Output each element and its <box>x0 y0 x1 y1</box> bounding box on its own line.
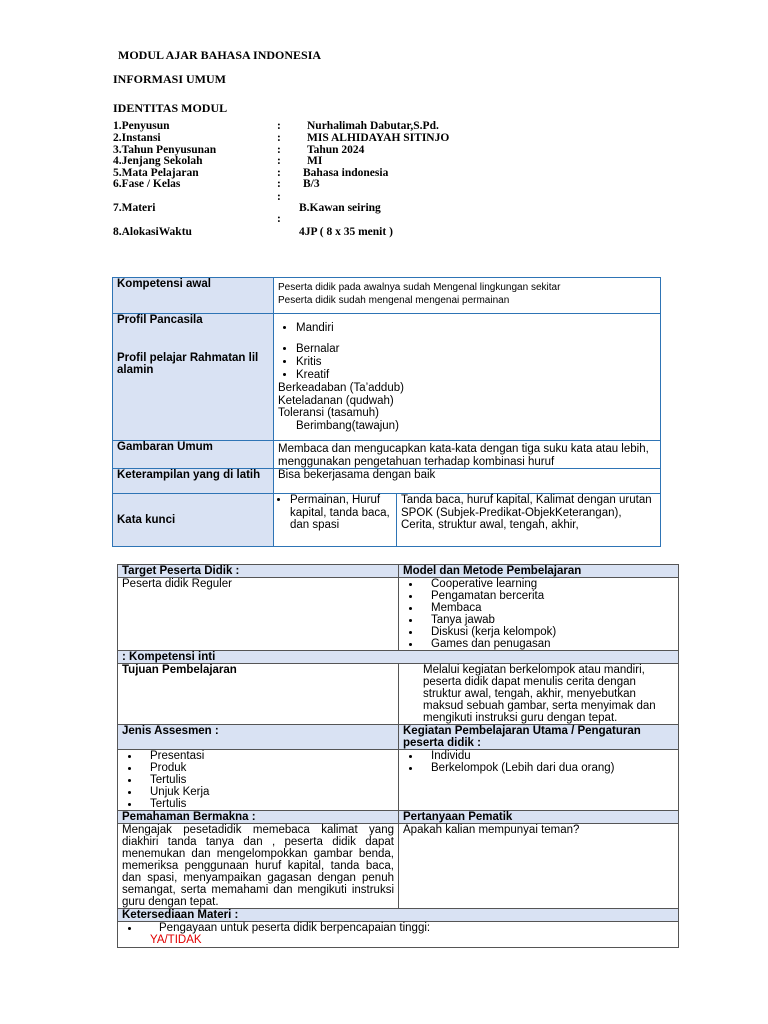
identity-colon: : <box>277 132 281 144</box>
identity-label: 3.Tahun Penyusunan <box>113 144 217 156</box>
list-item <box>140 922 674 946</box>
ya-tidak-option: YA/TIDAK <box>150 934 202 946</box>
row-target-header <box>118 565 679 578</box>
row-pemahaman-header <box>118 811 679 824</box>
list-item: • Produk <box>140 762 394 774</box>
identity-label: 8.AlokasiWaktu <box>113 226 192 238</box>
identity-row-fase <box>113 178 473 192</box>
kata-kunci-value: Tanda baca, huruf kapital, Kalimat dengan urutan SPOK (Subjek-Predikat-ObjekKeterangan), Cerita, struktur awal, tengah, akhir, <box>397 494 661 547</box>
list-item: • Tanya jawab <box>421 614 674 626</box>
list-item: • Pengamatan bercerita <box>421 590 674 602</box>
profil-value <box>274 314 661 441</box>
label-text: Kata kunci <box>117 514 176 526</box>
profil-list-1 <box>278 322 656 335</box>
row-gambaran <box>113 441 661 469</box>
kompetensi-awal-line2: Peserta didik sudah mengenal mengenai permainan <box>278 295 510 306</box>
identity-label: 4.Jenjang Sekolah <box>113 155 203 167</box>
row-pemahaman-value <box>118 824 679 909</box>
keterampilan-value: Bisa bekerjasama dengan baik <box>274 469 661 494</box>
target-value: Peserta didik Reguler <box>118 578 399 651</box>
jenis-list-cell <box>118 750 399 811</box>
list-item: • Permainan, Huruf kapital, tanda baca, dan spasi <box>290 494 392 532</box>
kata-kunci-label <box>113 494 274 547</box>
list-item: • Unjuk Kerja <box>140 786 394 798</box>
pertanyaan-value: Apakah kalian mempunyai teman? <box>399 824 679 909</box>
profil-extra-2: Keteladanan (qudwah) <box>278 394 394 407</box>
jenis-label <box>118 725 399 750</box>
row-jenis-header <box>118 725 679 750</box>
tujuan-value: Melalui kegiatan berkelompok atau mandiri, peserta didik dapat menulis cerita dengan struktur awal, tengah, akhir, menyebutkan maksud sebuah gambar, serta menyimak dan mengikuti instruksi guru dengan tepat. <box>399 664 679 725</box>
list-item: • Games dan penugasan <box>421 638 674 650</box>
label-text: Kompetensi awal <box>117 278 211 290</box>
identity-label: 1.Penyusun <box>113 120 170 132</box>
kompetensi-awal-label <box>113 278 274 314</box>
model-label: Model dan Metode Pembelajaran <box>399 565 679 578</box>
gambaran-value: Membaca dan mengucapkan kata-kata dengan tiga suku kata atau lebih, menggunakan pengetahuan terhadap kombinasi huruf <box>274 441 661 469</box>
identity-colon: : <box>277 178 281 190</box>
row-jenis-value <box>118 750 679 811</box>
identity-row-alokasi <box>113 226 473 240</box>
identity-label: 6.Fase / Kelas <box>113 178 181 190</box>
pemahaman-value: Mengajak pesetadidik memebaca kalimat yang diakhiri tanda tanya dan , peserta didik dapat menemukan dan mengelompokkan gambar benda, memeriksa penggunaan huruf kapital, tanda baca, dan spasi, menyampaikan gagasan dengan penuh semangat, serta memahami dan mengikuti instruksi guru dengan tepat. <box>118 824 399 909</box>
identity-value: Nurhalimah Dabutar,S.Pd. <box>307 120 439 132</box>
list-item: • Bernalar <box>296 343 656 356</box>
list-item: • Membaca <box>421 602 674 614</box>
model-list <box>403 578 674 650</box>
gambaran-label <box>113 441 274 469</box>
kompetensi-awal-line1: Peserta didik pada awalnya sudah Mengenal lingkungan sekitar <box>278 282 561 293</box>
document-title: MODUL AJAR BAHASA INDONESIA <box>118 48 322 62</box>
row-keterampilan <box>113 469 661 494</box>
identity-value: B.Kawan seiring <box>299 202 381 214</box>
kegiatan-label: Kegiatan Pembelajaran Utama / Pengaturan peserta didik : <box>399 725 679 750</box>
target-label: Target Peserta Didik : <box>118 565 399 578</box>
ketersediaan-list <box>122 922 674 946</box>
model-list-cell <box>399 578 679 651</box>
list-item: • Kreatif <box>296 369 656 382</box>
identity-colon: : <box>277 213 281 225</box>
identity-value: B/3 <box>303 178 320 190</box>
list-item: • Tertulis <box>140 798 394 810</box>
profil-label <box>113 314 274 441</box>
identity-colon: : <box>277 167 281 179</box>
list-item: • Tertulis <box>140 774 394 786</box>
row-profil <box>113 314 661 441</box>
section-informasi-umum: INFORMASI UMUM <box>113 72 226 86</box>
keterampilan-label <box>113 469 274 494</box>
list-item: • Presentasi <box>140 750 394 762</box>
list-item: • Mandiri <box>296 322 656 335</box>
kompetensi-table <box>112 277 661 547</box>
identity-label: 7.Materi <box>113 202 156 214</box>
identity-colon: : <box>277 120 281 132</box>
row-kompetensi-inti <box>118 651 679 664</box>
kompetensi-awal-value <box>274 278 661 314</box>
kata-kunci-bullet-cell <box>274 494 397 547</box>
pertanyaan-label: Pertanyaan Pematik <box>399 811 679 824</box>
identity-label: 2.Instansi <box>113 132 161 144</box>
profil-extra-4: Berimbang(tawajun) <box>296 419 399 432</box>
label-text: Gambaran Umum <box>117 441 213 453</box>
pemahaman-label: Pemahaman Bermakna : <box>118 811 399 824</box>
profil-pancasila-label: Profil Pancasila <box>117 314 203 326</box>
identity-value: Bahasa indonesia <box>303 167 389 179</box>
ketersediaan-label: Ketersediaan Materi : <box>118 909 679 922</box>
identity-value: 4JP ( 8 x 35 menit ) <box>299 226 393 238</box>
label-text: Keterampilan yang di latih <box>117 469 261 481</box>
identity-colon: : <box>277 155 281 167</box>
kompetensi-inti-label: : Kompetensi inti <box>118 651 679 664</box>
ketersediaan-value <box>118 922 679 948</box>
identity-value: MIS ALHIDAYAH SITINJO <box>307 132 450 144</box>
section-identitas-modul: IDENTITAS MODUL <box>113 101 228 115</box>
profil-rahmatan-label: Profil pelajar Rahmatan lil alamin <box>117 352 259 376</box>
row-kata-kunci <box>113 494 661 547</box>
kegiatan-list-cell <box>399 750 679 811</box>
identity-label: 5.Mata Pelajaran <box>113 167 199 179</box>
ketersediaan-item: Pengayaan untuk peserta didik berpencapaian tinggi: <box>159 922 431 934</box>
list-item: • Cooperative learning <box>421 578 674 590</box>
list-item: • Diskusi (kerja kelompok) <box>421 626 674 638</box>
profil-extra-1: Berkeadaban (Ta’addub) <box>278 382 404 394</box>
row-tujuan <box>118 664 679 725</box>
row-ketersediaan-value <box>118 922 679 948</box>
list-item: • Berkelompok (Lebih dari dua orang) <box>421 762 674 774</box>
identity-row-blank2 <box>113 213 473 227</box>
row-target-value <box>118 578 679 651</box>
tujuan-label: Tujuan Pembelajaran <box>118 664 399 725</box>
identity-colon: : <box>277 144 281 156</box>
kegiatan-list <box>403 750 674 774</box>
jenis-list <box>122 750 394 810</box>
list-item: • Kritis <box>296 356 656 369</box>
list-item: • Individu <box>421 750 674 762</box>
row-ketersediaan-header <box>118 909 679 922</box>
row-kompetensi-awal <box>113 278 661 314</box>
identity-value: MI <box>307 155 323 167</box>
profil-list-2 <box>278 343 656 382</box>
identity-value: Tahun 2024 <box>307 144 365 156</box>
kata-kunci-list <box>278 494 392 532</box>
profil-extra-3: Toleransi (tasamuh) <box>278 407 379 419</box>
jenis-label-text: Jenis Assesmen : <box>122 725 219 737</box>
identity-colon: : <box>277 191 281 203</box>
pembelajaran-table <box>117 564 679 948</box>
